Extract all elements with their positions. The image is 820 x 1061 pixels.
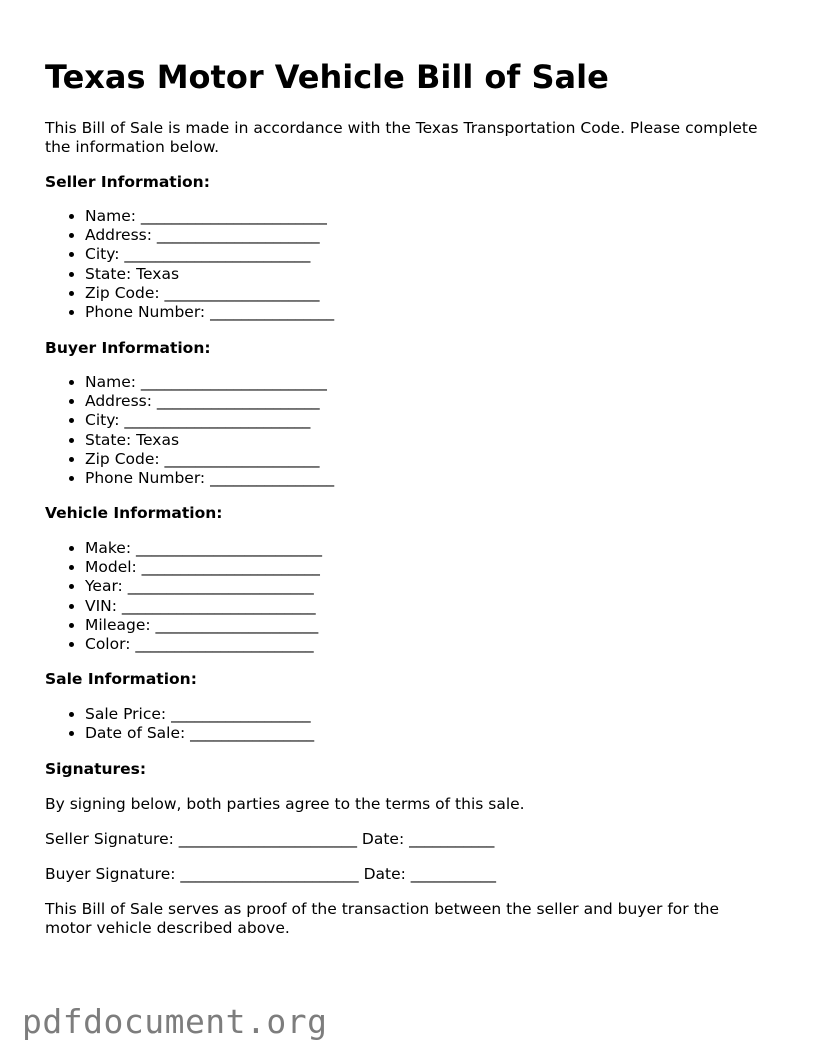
sale-date-field[interactable]: • Date of Sale: ________________: [85, 724, 314, 743]
buyer-fields-list: [45, 373, 334, 488]
seller-phone-field[interactable]: • Phone Number: ________________: [85, 303, 334, 322]
buyer-address-field[interactable]: • Address: _____________________: [85, 392, 334, 411]
agreement-statement: By signing below, both parties agree to the terms of this sale.: [45, 795, 525, 813]
vehicle-vin-field[interactable]: • VIN: _________________________: [85, 597, 322, 616]
buyer-name-field[interactable]: • Name: ________________________: [85, 373, 334, 392]
seller-city-field[interactable]: • City: ________________________: [85, 245, 334, 264]
buyer-phone-field[interactable]: • Phone Number: ________________: [85, 469, 334, 488]
sale-price-field[interactable]: • Sale Price: __________________: [85, 705, 314, 724]
buyer-heading: Buyer Information:: [45, 339, 211, 357]
seller-state-field: • State: Texas: [85, 265, 334, 284]
vehicle-make-field[interactable]: • Make: ________________________: [85, 539, 322, 558]
seller-signature-line[interactable]: Seller Signature: _______________________ Date: ___________: [45, 830, 495, 848]
vehicle-color-field[interactable]: • Color: _______________________: [85, 635, 322, 654]
seller-name-field[interactable]: • Name: ________________________: [85, 207, 334, 226]
seller-heading: Seller Information:: [45, 173, 210, 191]
buyer-signature-line[interactable]: Buyer Signature: _______________________ Date: ___________: [45, 865, 497, 883]
sale-heading: Sale Information:: [45, 670, 197, 688]
vehicle-fields-list: [45, 539, 322, 654]
vehicle-mileage-field[interactable]: • Mileage: _____________________: [85, 616, 322, 635]
intro-paragraph: This Bill of Sale is made in accordance with the Texas Transportation Code. Please complete the information below.: [45, 119, 758, 156]
buyer-zip-field[interactable]: • Zip Code: ____________________: [85, 450, 334, 469]
document-title: Texas Motor Vehicle Bill of Sale: [45, 58, 609, 96]
vehicle-year-field[interactable]: • Year: ________________________: [85, 577, 322, 596]
seller-zip-field[interactable]: • Zip Code: ____________________: [85, 284, 334, 303]
signatures-heading: Signatures:: [45, 760, 147, 778]
buyer-state-field: • State: Texas: [85, 431, 334, 450]
watermark-text: pdfdocument.org: [22, 1002, 328, 1041]
closing-paragraph: This Bill of Sale serves as proof of the transaction between the seller and buyer for the motor vehicle described above.: [45, 900, 720, 937]
buyer-city-field[interactable]: • City: ________________________: [85, 411, 334, 430]
sale-fields-list: [45, 705, 314, 743]
vehicle-model-field[interactable]: • Model: _______________________: [85, 558, 322, 577]
seller-fields-list: [45, 207, 334, 322]
vehicle-heading: Vehicle Information:: [45, 504, 223, 522]
seller-address-field[interactable]: • Address: _____________________: [85, 226, 334, 245]
